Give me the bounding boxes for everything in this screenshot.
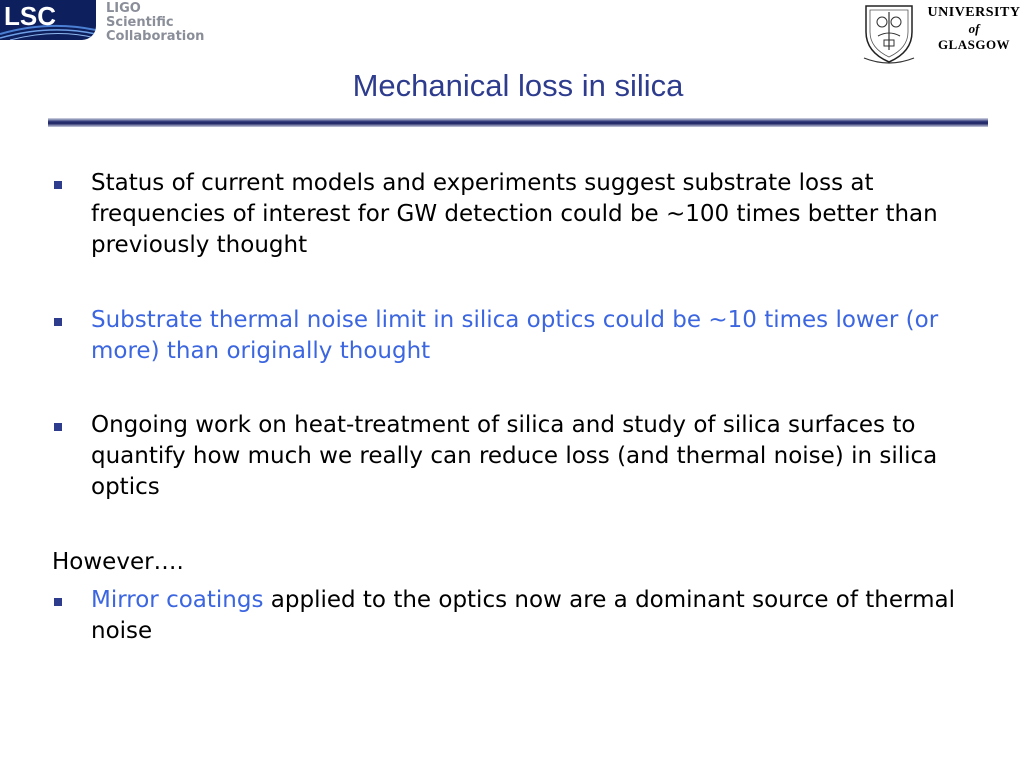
lsc-badge-text: LSC <box>4 1 56 31</box>
bullet-text: applied to the optics now are a dominant source of thermal noise <box>91 587 955 644</box>
bullet-item <box>52 410 1002 503</box>
lsc-badge <box>0 0 96 40</box>
bullet-item <box>52 585 1002 647</box>
lsc-line-collaboration: Collaboration <box>106 29 205 44</box>
however-text: However…. <box>52 549 184 575</box>
bullet-square-icon <box>54 423 62 431</box>
title-divider <box>48 118 988 127</box>
bullet-item <box>52 305 1002 367</box>
bullet-item <box>52 168 1002 261</box>
slide-title: Mechanical loss in silica <box>352 68 684 103</box>
bullet-text: Status of current models and experiments suggest substrate loss at frequencies of interest for GW detection could be ~100 times better than previously thought <box>91 170 938 258</box>
glasgow-crest-icon <box>860 2 918 66</box>
bullet-square-icon <box>54 181 62 189</box>
slide-body <box>52 168 1002 647</box>
bullet-text: Ongoing work on heat-treatment of silica and study of silica surfaces to quantify how much we really can reduce loss (and thermal noise) in silica optics <box>91 412 938 500</box>
lsc-line-ligo: LIGO <box>106 1 141 16</box>
lsc-line-scientific: Scientific <box>106 15 174 30</box>
glasgow-wordmark <box>924 4 1024 53</box>
bullet-highlight-text: Mirror coatings <box>91 587 264 613</box>
lsc-wordmark <box>106 2 236 44</box>
lsc-logo <box>0 0 230 46</box>
bullet-square-icon <box>54 598 62 606</box>
glasgow-line-glasgow: GLASGOW <box>937 37 1011 52</box>
glasgow-line-university: UNIVERSITY <box>927 5 1021 20</box>
glasgow-line-of: of <box>968 21 980 36</box>
bullet-square-icon <box>54 318 62 326</box>
bullet-text: Substrate thermal noise limit in silica optics could be ~10 times lower (or more) than originally thought <box>91 307 939 364</box>
